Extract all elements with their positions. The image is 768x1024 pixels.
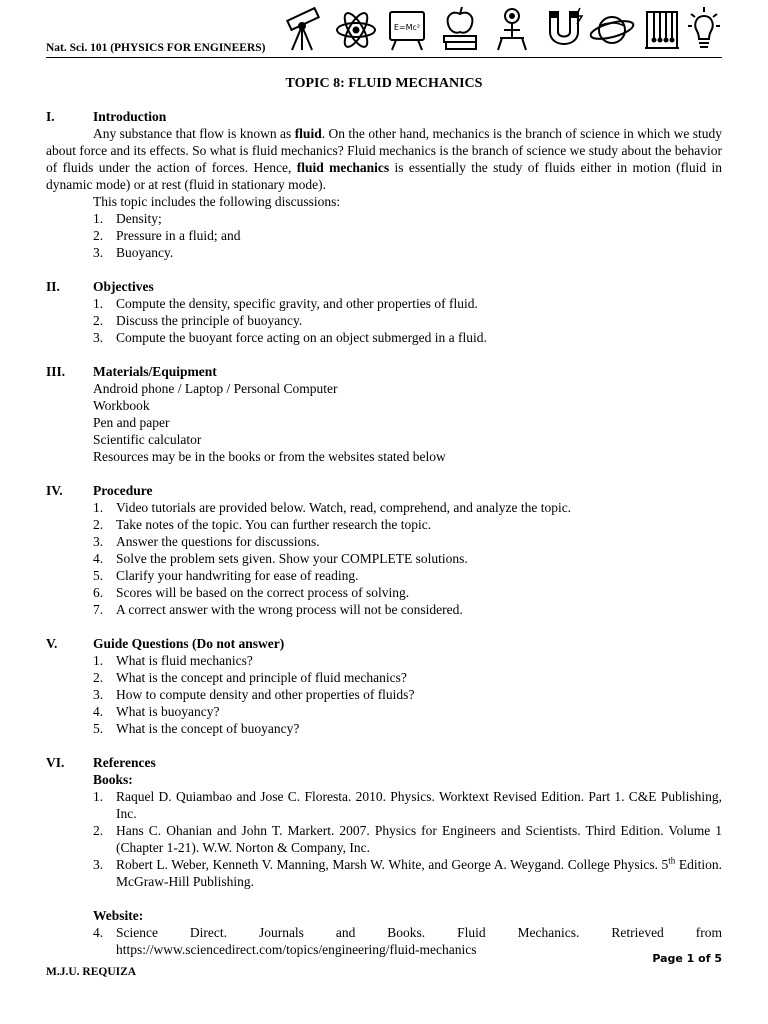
list-item: 1. Density; (93, 211, 162, 226)
atom-icon (334, 4, 378, 54)
website-list (46, 924, 722, 958)
section-heading: Materials/Equipment (93, 364, 217, 379)
list-item: 2. Hans C. Ohanian and John T. Markert. 2007. Physics for Engineers and Scientists. Third Edition. Volume 1 (Chapter 1-21). W.W. Norton & Company, Inc. (93, 823, 722, 855)
list-item: 3. Robert L. Weber, Kenneth V. Manning, Marsh W. White, and George A. Weygand. College Physics. 5th Edition. McGraw-Hill Publishing. (93, 855, 722, 889)
list-item: 1. Compute the density, specific gravity, and other properties of fluid. (93, 296, 478, 311)
material-line: Scientific calculator (93, 432, 202, 447)
header-rule (46, 57, 722, 58)
list-item: 7. A correct answer with the wrong process will not be considered. (93, 602, 463, 617)
section-introduction (46, 108, 722, 261)
list-item: 3. Compute the buoyant force acting on an object submerged in a fluid. (93, 330, 487, 345)
material-line: Pen and paper (93, 415, 170, 430)
section-heading: Procedure (93, 483, 153, 498)
section-materials (46, 363, 722, 465)
section-heading: Objectives (93, 279, 154, 294)
formula-board-icon (386, 4, 430, 54)
list-item: 1. Raquel D. Quiambao and Jose C. Floresta. 2010. Physics. Worktext Revised Edition. Part 1. C&E Publishing, Inc. (93, 789, 722, 821)
document-body (46, 108, 722, 958)
section-objectives (46, 278, 722, 346)
material-line: Android phone / Laptop / Personal Computer (93, 381, 338, 396)
list-item: 4. Solve the problem sets given. Show your COMPLETE solutions. (93, 551, 468, 566)
section-number: VI. (46, 755, 65, 770)
list-item: 2. What is the concept and principle of fluid mechanics? (93, 670, 407, 685)
list-item: 2. Pressure in a fluid; and (93, 228, 241, 243)
section-number: III. (46, 364, 66, 379)
procedure-list (46, 499, 722, 618)
lightbulb-icon (686, 4, 722, 54)
list-item: 6. Scores will be based on the correct process of solving. (93, 585, 410, 600)
list-item: 1. What is fluid mechanics? (93, 653, 253, 668)
section-heading: References (93, 755, 156, 770)
section-references (46, 754, 722, 958)
author-name: M.J.U. REQUIZA (46, 966, 137, 978)
list-item: 2. Discuss the principle of buoyancy. (93, 313, 303, 328)
list-item: 1. Video tutorials are provided below. Watch, read, comprehend, and analyze the topic. (93, 500, 572, 515)
list-item: 5. What is the concept of buoyancy? (93, 721, 300, 736)
section-number: I. (46, 109, 55, 124)
books-label: Books: (93, 772, 133, 787)
intro-topics-lead: This topic includes the following discussions: (93, 194, 341, 209)
planet-icon (588, 4, 636, 54)
website-label: Website: (93, 908, 144, 923)
intro-topic-list (46, 210, 722, 261)
material-line: Resources may be in the books or from the websites stated below (93, 449, 446, 464)
newtons-cradle-icon (642, 4, 682, 54)
list-item: 3. Answer the questions for discussions. (93, 534, 320, 549)
apple-books-icon (438, 4, 482, 54)
list-item: 4. What is buoyancy? (93, 704, 220, 719)
intro-paragraph: Any substance that flow is known as fluid. On the other hand, mechanics is the branch of science in which we study about force and its effects. So what is fluid mechanics? Fluid mechanics is the branch of science we study about the behavior of fluids under the action of forces. Hence, fluid mechanics is essentially the study of fluids either in motion (fluid in dynamic mode) or at rest (fluid in stationary mode). (46, 126, 722, 192)
svg-text:E=Mc²: E=Mc² (393, 23, 421, 32)
section-heading: Introduction (93, 109, 167, 124)
list-item: 5. Clarify your handwriting for ease of reading. (93, 568, 359, 583)
list-item: 3. How to compute density and other properties of fluids? (93, 687, 415, 702)
section-guide-questions (46, 635, 722, 737)
course-title: Nat. Sci. 101 (PHYSICS FOR ENGINEERS) (46, 42, 266, 54)
section-number: V. (46, 636, 58, 651)
page-header (46, 0, 722, 60)
objectives-list (46, 295, 722, 346)
section-number: IV. (46, 483, 63, 498)
list-item: 4. Science Direct. Journals and Books. Fluid Mechanics. Retrieved from https://www.sciencedirect.com/topics/engineering/fluid-mechanics (93, 925, 722, 957)
section-number: II. (46, 279, 60, 294)
magnet-icon (544, 4, 584, 54)
header-icon-strip (282, 4, 722, 54)
page-number: Page 1 of 5 (652, 952, 722, 965)
section-heading: Guide Questions (Do not answer) (93, 636, 285, 651)
page-title: TOPIC 8: FLUID MECHANICS (285, 76, 483, 91)
telescope-icon (282, 4, 326, 54)
list-item: 3. Buoyancy. (93, 245, 174, 260)
microscope-icon (490, 4, 534, 54)
guide-questions-list (46, 652, 722, 737)
material-line: Workbook (93, 398, 150, 413)
list-item: 2. Take notes of the topic. You can further research the topic. (93, 517, 432, 532)
books-list (46, 788, 722, 890)
reference-url[interactable]: https://www.sciencedirect.com/topics/engineering/fluid-mechanics (116, 942, 477, 957)
section-procedure (46, 482, 722, 618)
